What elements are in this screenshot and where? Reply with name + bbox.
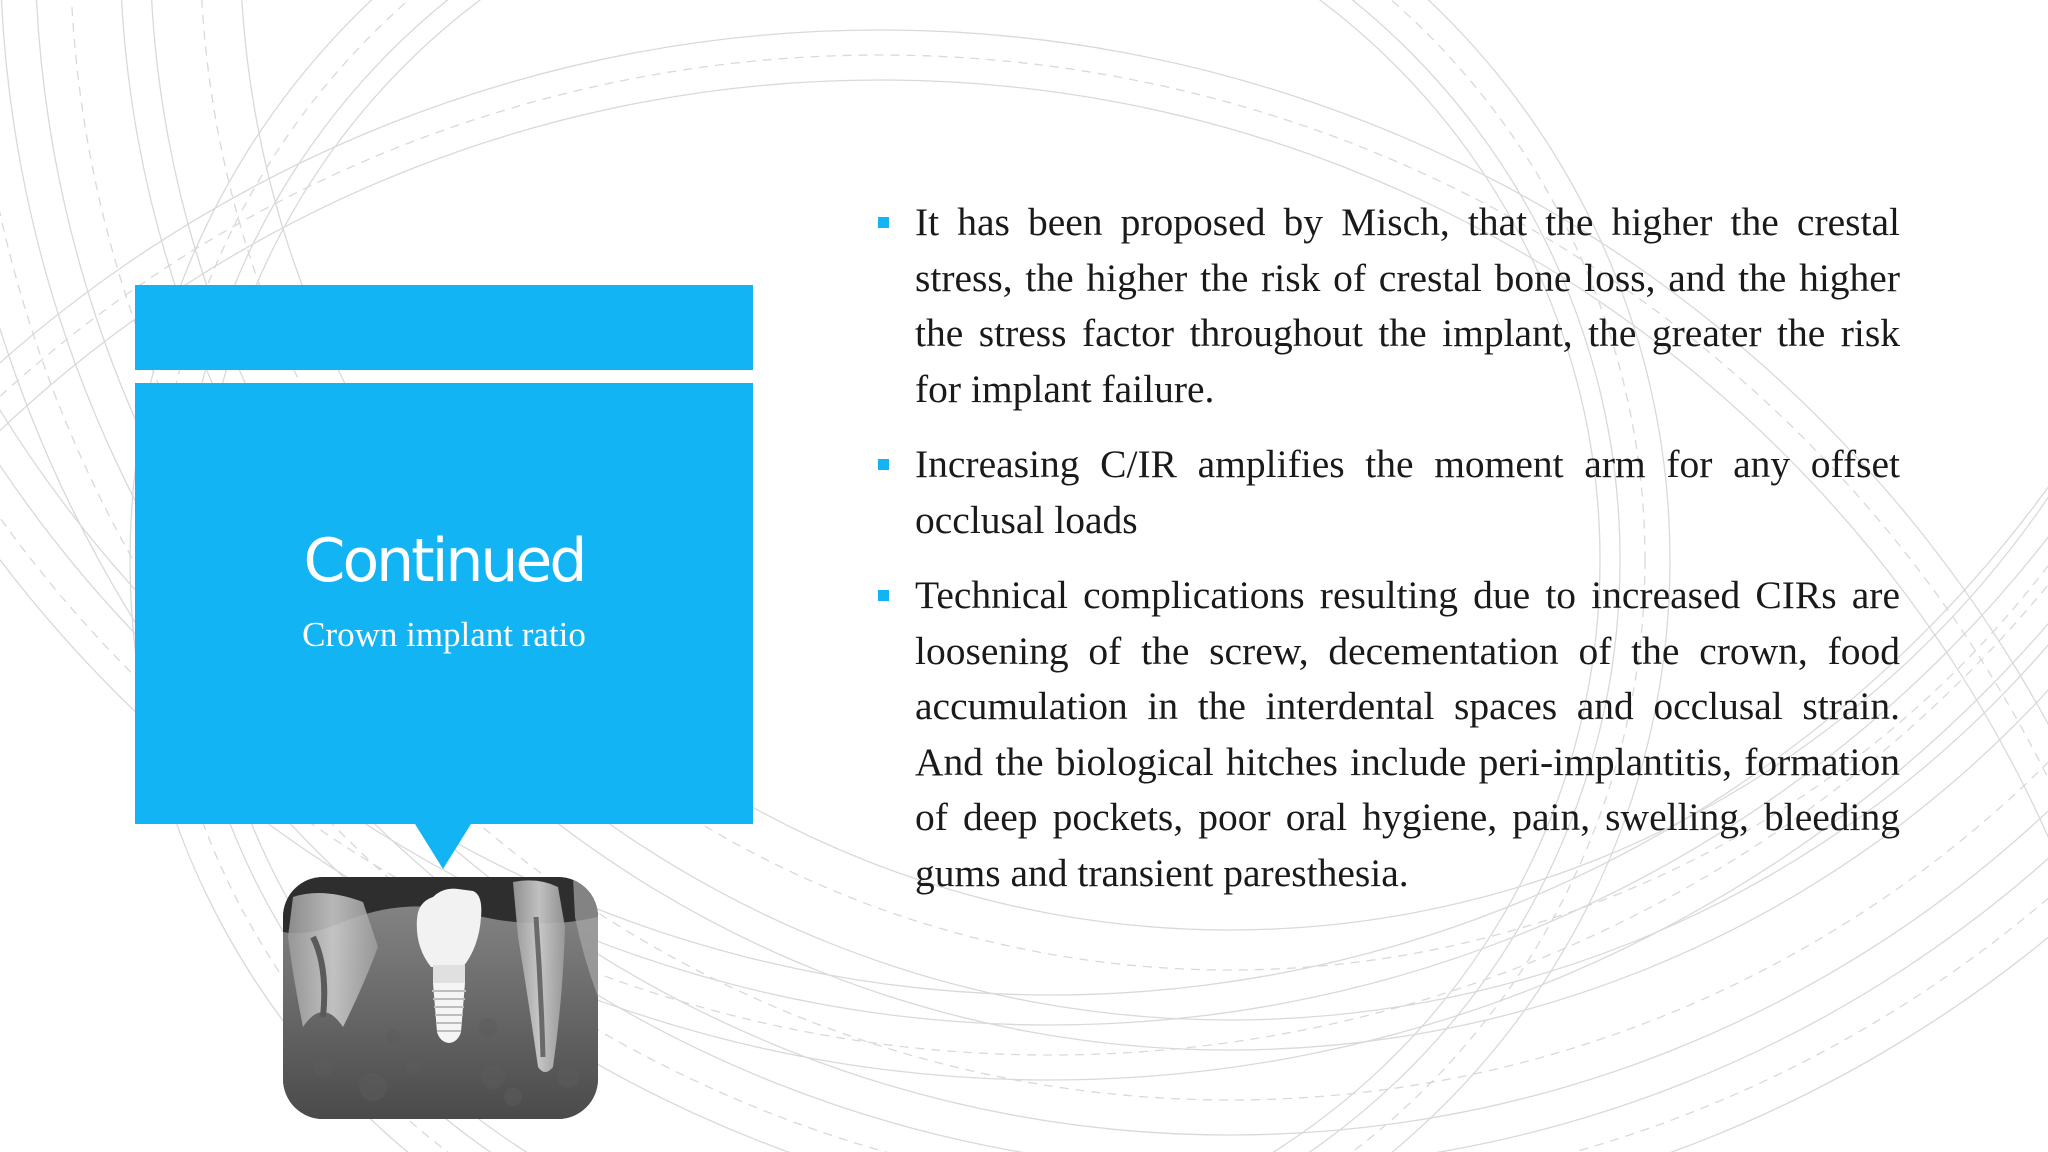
title-card [135,383,753,824]
bullet-square-icon [878,459,889,470]
bullet-square-icon [878,217,889,228]
bullet-text: Increasing C/IR amplifies the moment arm for any offset occlusal loads [915,442,1900,542]
slide-title: Continued [303,526,585,596]
bullet-list [875,195,1900,921]
slide-subtitle: Crown implant ratio [302,615,586,654]
bullet-item [875,568,1900,901]
bullet-item [875,195,1900,417]
bullet-item [875,437,1900,548]
bullet-text: Technical complications resulting due to increased CIRs are loosening of the screw, decementation of the crown, food accumulation in the interdental spaces and occlusal strain. And the biological hitches include peri-implantitis, formation of deep pockets, poor oral hygiene, pain, swelling, bleeding gums and transient paresthesia. [915,573,1900,895]
bullet-text: It has been proposed by Misch, that the higher the crestal stress, the higher the risk of crestal bone loss, and the higher the stress factor throughout the implant, the greater the risk for implant failure. [915,200,1900,411]
callout-pointer [415,824,471,869]
dental-radiograph-image [283,877,598,1119]
accent-bar [135,285,753,370]
bullet-square-icon [878,590,889,601]
